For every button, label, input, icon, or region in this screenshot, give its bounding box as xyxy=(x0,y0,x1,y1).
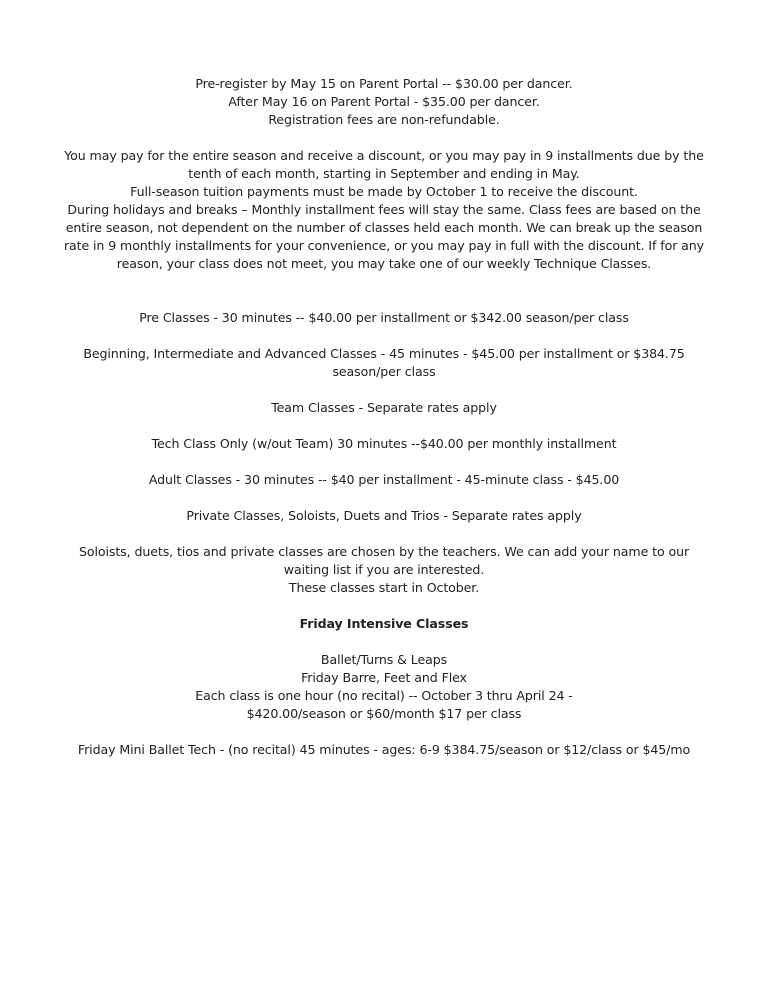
registration-line: Pre-register by May 15 on Parent Portal -- $30.00 per dancer. xyxy=(195,76,573,91)
registration-line: After May 16 on Parent Portal - $35.00 per dancer. xyxy=(228,94,540,109)
soloists-line: waiting list if you are interested. xyxy=(283,562,485,577)
bia-classes-rate-cont: season/per class xyxy=(332,364,436,379)
document-body xyxy=(60,75,708,759)
registration-line: Registration fees are non-refundable. xyxy=(268,112,500,127)
payment-line: You may pay for the entire season and receive a discount, or you may pay in 9 installments due by the xyxy=(64,148,704,163)
friday-line: Each class is one hour (no recital) -- October 3 thru April 24 - xyxy=(195,688,573,703)
friday-line: $420.00/season or $60/month $17 per class xyxy=(246,706,522,721)
payment-line: Full-season tuition payments must be made by October 1 to receive the discount. xyxy=(130,184,638,199)
friday-mini-ballet-rate: Friday Mini Ballet Tech - (no recital) 45 minutes - ages: 6-9 $384.75/season or $12/class or $45/mo xyxy=(77,742,691,757)
payment-section xyxy=(60,147,708,273)
soloists-line: These classes start in October. xyxy=(288,580,480,595)
payment-line: tenth of each month, starting in September and ending in May. xyxy=(188,166,580,181)
team-classes-rate: Team Classes - Separate rates apply xyxy=(271,400,497,415)
tech-class-rate: Tech Class Only (w/out Team) 30 minutes --$40.00 per monthly installment xyxy=(151,436,617,451)
payment-line: rate in 9 monthly installments for your convenience, or you may pay in full with the discount. If for any xyxy=(63,238,705,253)
friday-intensive-section xyxy=(60,615,708,759)
payment-line: reason, your class does not meet, you may take one of our weekly Technique Classes. xyxy=(116,256,652,271)
adult-classes-rate: Adult Classes - 30 minutes -- $40 per installment - 45-minute class - $45.00 xyxy=(148,472,620,487)
pre-classes-rate: Pre Classes - 30 minutes -- $40.00 per installment or $342.00 season/per class xyxy=(139,310,629,325)
bia-classes-rate: Beginning, Intermediate and Advanced Classes - 45 minutes - $45.00 per installment or $384.75 xyxy=(83,346,685,361)
soloists-line: Soloists, duets, tios and private classes are chosen by the teachers. We can add your name to our xyxy=(78,544,690,559)
friday-intensive-heading: Friday Intensive Classes xyxy=(299,616,469,631)
class-rates-section xyxy=(60,309,708,525)
payment-line: entire season, not dependent on the number of classes held each month. We can break up the season xyxy=(65,220,703,235)
registration-section xyxy=(60,75,708,129)
friday-line: Friday Barre, Feet and Flex xyxy=(301,670,467,685)
soloists-section xyxy=(60,543,708,597)
private-classes-rate: Private Classes, Soloists, Duets and Trios - Separate rates apply xyxy=(186,508,582,523)
friday-line: Ballet/Turns & Leaps xyxy=(320,652,448,667)
payment-line: During holidays and breaks – Monthly installment fees will stay the same. Class fees are based on the xyxy=(67,202,701,217)
